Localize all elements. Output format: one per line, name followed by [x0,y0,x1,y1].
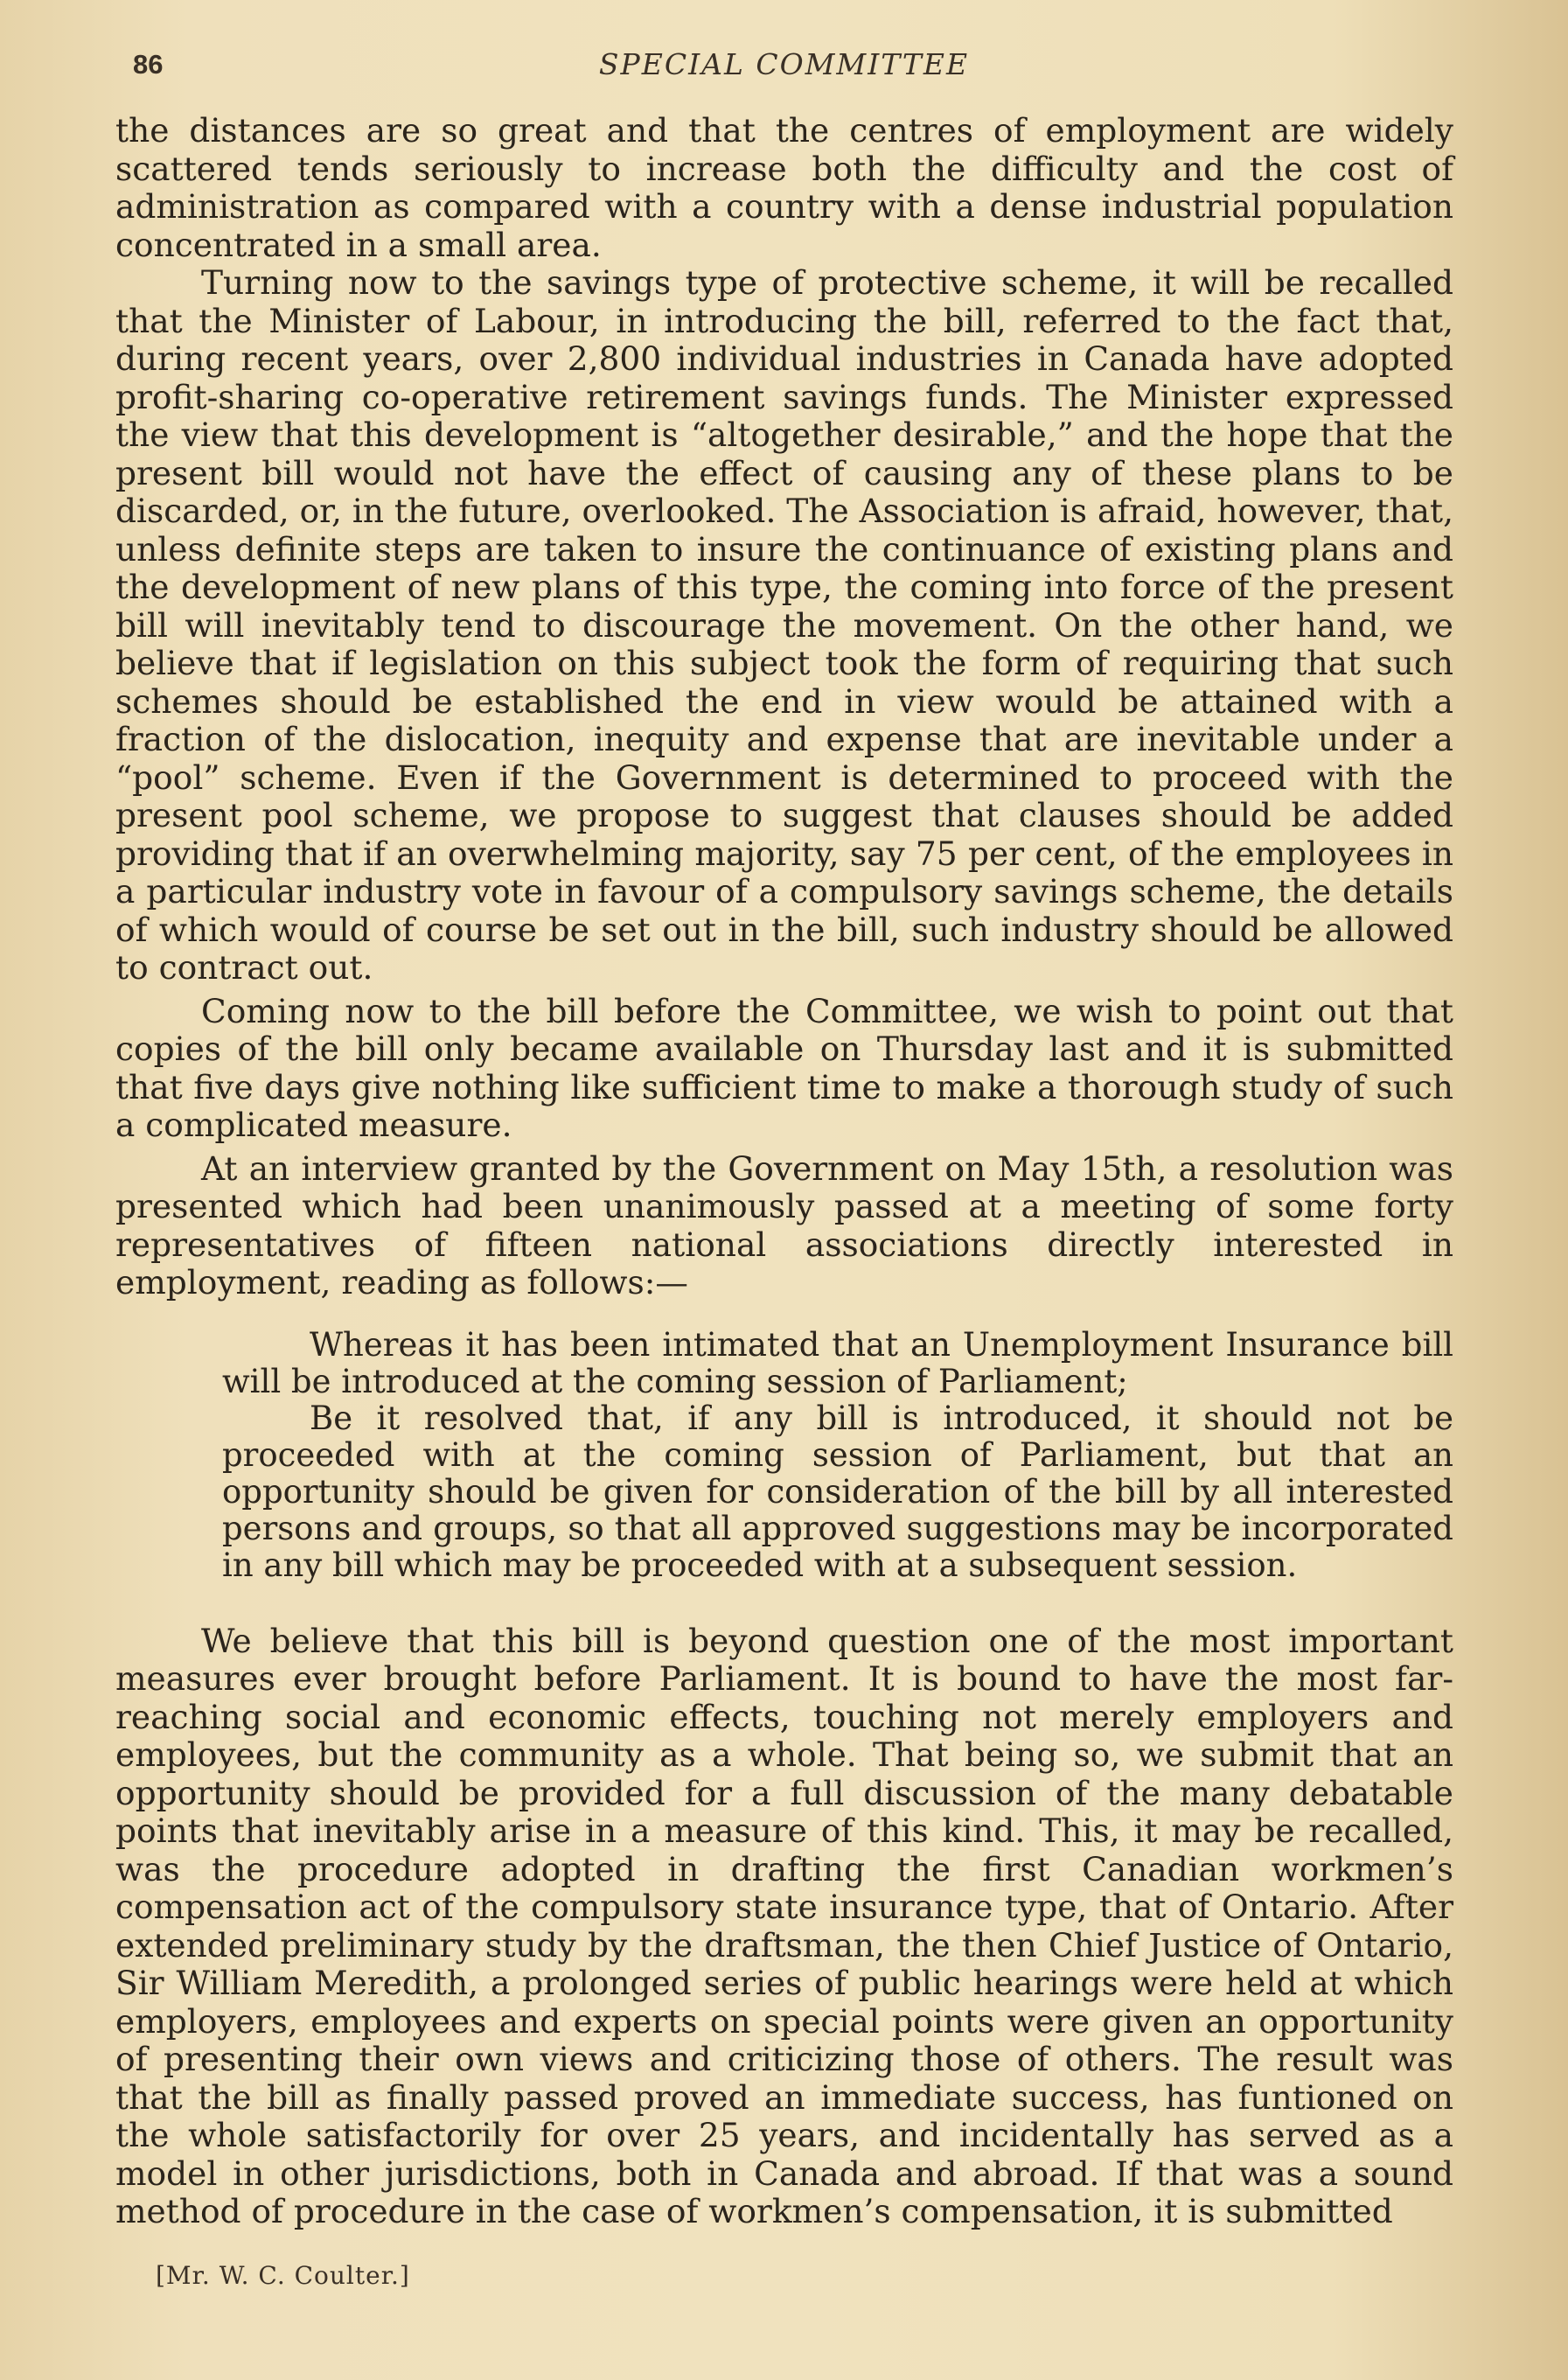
running-head: SPECIAL COMMITTEE [598,47,970,81]
paragraph-2: Turning now to the savings type of protective scheme, it will be recalled that the Minister of Labour, in introducing the bill, referred to the fact that, during recent years, over 2,800 individual industries in Canada have adopted profit-sharing co-operative retirement savings funds. The Minister expressed the view that this development is “altogether desirable,” and the hope that the present bill would not have the effect of causing any of these plans to be discarded, or, in the future, overlooked. The Association is afraid, however, that, unless definite steps are taken to insure the continuance of existing plans and the development of new plans of this type, the coming into force of the present bill will inevitably tend to discourage the movement. On the other hand, we believe that if legislation on this subject took the form of requiring that such schemes should be established the end in view would be attained with a fraction of the dislocation, inequity and expense that are inevitable under a “pool” scheme. Even if the Government is determined to proceed with the present pool scheme, we propose to suggest that clauses should be added providing that if an overwhelming majority, say 75 per cent, of the employees in a particular industry vote in favour of a compulsory savings scheme, the details of which would of course be set out in the bill, such industry should be allowed to contract out. [115,263,1453,987]
quote-paragraph-1: Whereas it has been intimated that an Unemployment Insurance bill will be introduced at the coming session of Parliament; [222,1325,1453,1400]
body-text [115,112,1453,2231]
speaker-attribution: [Mr. W. C. Coulter.] [156,2261,410,2290]
resolution-quote [115,1327,1453,1584]
paragraph-5: We believe that this bill is beyond question one of the most important measures ever brought before Parliament. It is bound to have the most far-reaching social and economic effects, touching not merely employers and employees, but the community as a whole. That being so, we submit that an opportunity should be provided for a full discussion of the many debatable points that inevitably arise in a measure of this kind. This, it may be recalled, was the procedure adopted in drafting the first Canadian workmen’s compensation act of the compulsory state insurance type, that of Ontario. After extended preliminary study by the draftsman, the then Chief Justice of Ontario, Sir William Meredith, a prolonged series of public hearings were held at which employers, employees and experts on special points were given an opportunity of presenting their own views and criticizing those of others. The result was that the bill as finally passed proved an immediate success, has funtioned on the whole satisfactorily for over 25 years, and incidentally has served as a model in other jurisdictions, both in Canada and abroad. If that was a sound method of procedure in the case of workmen’s compensation, it is submitted [115,1621,1453,2230]
quote-paragraph-2: Be it resolved that, if any bill is introduced, it should not be proceeded with at the coming session of Parliament, but that an opportunity should be given for consideration of the bill by all interested persons and groups, so that all approved suggestions may be incorporated in any bill which may be proceeded with at a subsequent session. [222,1399,1453,1584]
paragraph-3: Coming now to the bill before the Committee, we wish to point out that copies of the bill only became available on Thursday last and it is submitted that five days give nothing like sufficient time to make a thorough study of such a complicated measure. [115,991,1453,1144]
page-number: 86 [133,49,164,80]
paragraph-1: the distances are so great and that the centres of employment are widely scattered tends seriously to increase both the difficulty and the cost of administration as compared with a country with a dense industrial population concentrated in a small area. [115,111,1453,264]
paragraph-4: At an interview granted by the Government on May 15th, a resolution was presented which had been unanimously passed at a meeting of some forty representatives of fifteen national associations directly interested in employment, reading as follows:— [115,1148,1453,1302]
